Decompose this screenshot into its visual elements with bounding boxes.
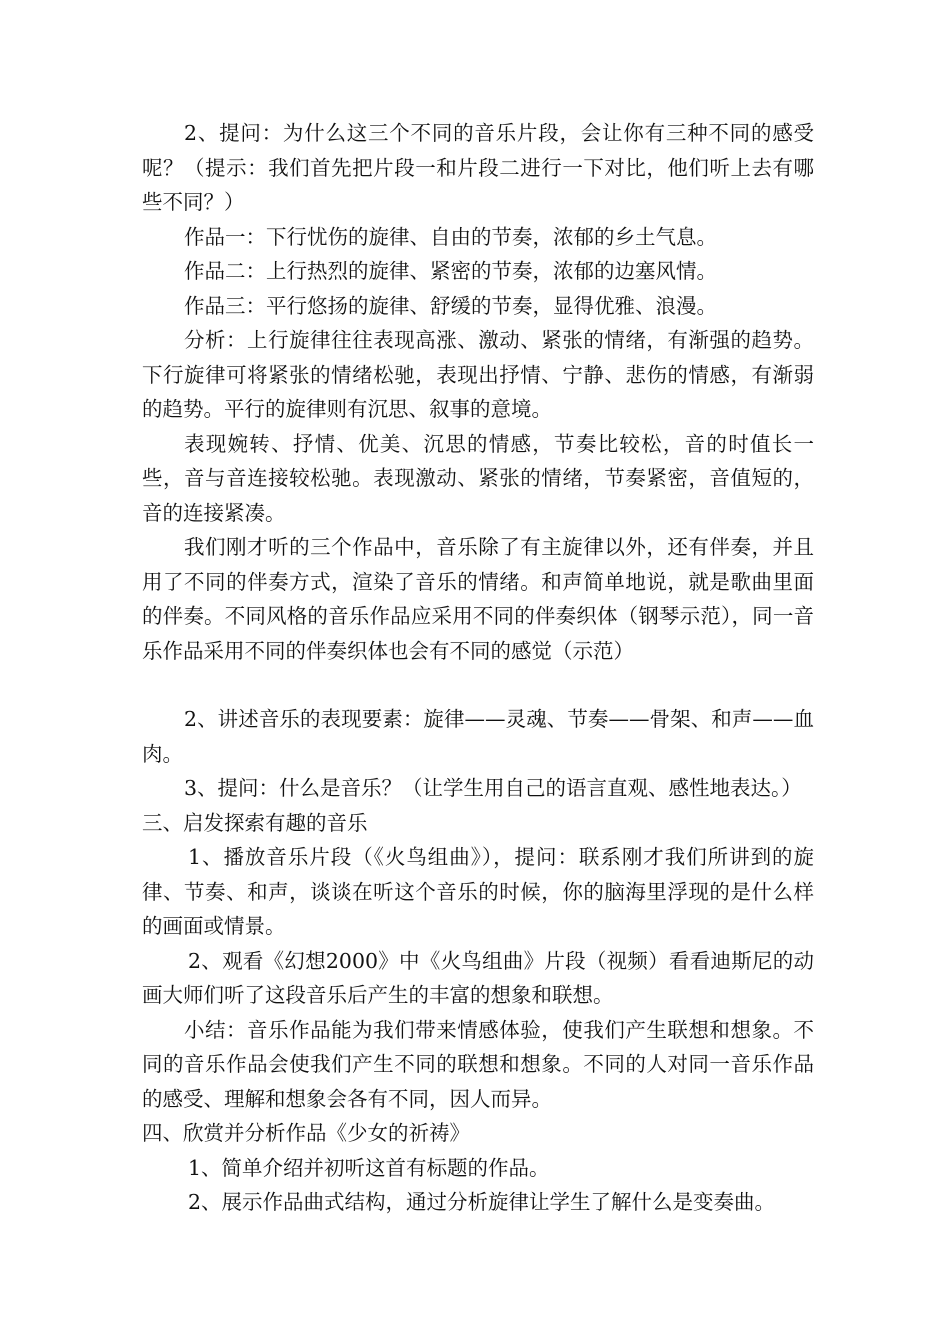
paragraph-question-2: 2、提问：为什么这三个不同的音乐片段，会让你有三种不同的感受呢？（提示：我们首先把片段一和片段二进行一下对比，他们听上去有哪些不同？） xyxy=(142,121,814,214)
paragraph-variation-form: 2、展示作品曲式结构，通过分析旋律让学生了解什么是变奏曲。 xyxy=(188,1190,776,1214)
paragraph-question-3: 3、提问：什么是音乐？（让学生用自己的语言直观、感性地表达。） xyxy=(184,776,802,800)
paragraph-elements: 2、讲述音乐的表现要素：旋律——灵魂、节奏——骨架、和声——血肉。 xyxy=(142,707,814,766)
paragraph-firebird-play: 1、播放音乐片段（《火鸟组曲》），提问：联系刚才我们所讲到的旋律、节奏、和声，谈谈在听这个音乐的时候，你的脑海里浮现的是什么样的画面或情景。 xyxy=(142,845,814,938)
paragraph-analysis: 分析：上行旋律往往表现高涨、激动、紧张的情绪，有渐强的趋势。下行旋律可将紧张的情绪松驰，表现出抒情、宁静、悲伤的情感，有渐弱的趋势。平行的旋律则有沉思、叙事的意境。 xyxy=(142,328,814,421)
paragraph-harmony: 我们刚才听的三个作品中，音乐除了有主旋律以外，还有伴奏，并且用了不同的伴奏方式，渲染了音乐的情绪。和声简单地说，就是歌曲里面的伴奏。不同风格的音乐作品应采用不同的伴奏织体（钢琴示范），同一音乐作品采用不同的伴奏织体也会有不同的感觉（示范） xyxy=(142,535,814,663)
paragraph-work-2: 作品二：上行热烈的旋律、紧密的节奏，浓郁的边塞风情。 xyxy=(184,259,717,283)
paragraph-work-3: 作品三：平行悠扬的旋律、舒缓的节奏，显得优雅、浪漫。 xyxy=(184,293,717,318)
paragraph-intro-work: 1、简单介绍并初听这首有标题的作品。 xyxy=(188,1155,550,1180)
paragraph-summary: 小结：音乐作品能为我们带来情感体验，使我们产生联想和想象。不同的音乐作品会使我们产生不同的联想和想象。不同的人对同一音乐作品的感受、理解和想象会各有不同，因人而异。 xyxy=(142,1017,814,1111)
section-heading-4: 四、欣赏并分析作品《少女的祈祷》 xyxy=(142,1121,470,1145)
document-body xyxy=(142,116,814,1220)
section-heading-3: 三、启发探索有趣的音乐 xyxy=(142,810,368,835)
paragraph-fantasia-video: 2、观看《幻想2000》中《火鸟组曲》片段（视频）看看迪斯尼的动画大师们听了这段音乐后产生的丰富的想象和联想。 xyxy=(142,948,814,1007)
blank-line xyxy=(142,668,814,702)
paragraph-rhythm-expression: 表现婉转、抒情、优美、沉思的情感，节奏比较松，音的时值长一些，音与音连接较松驰。表现激动、紧张的情绪，节奏紧密，音值短的，音的连接紧凑。 xyxy=(142,431,814,525)
paragraph-work-1: 作品一：下行忧伤的旋律、自由的节奏，浓郁的乡土气息。 xyxy=(184,224,717,249)
